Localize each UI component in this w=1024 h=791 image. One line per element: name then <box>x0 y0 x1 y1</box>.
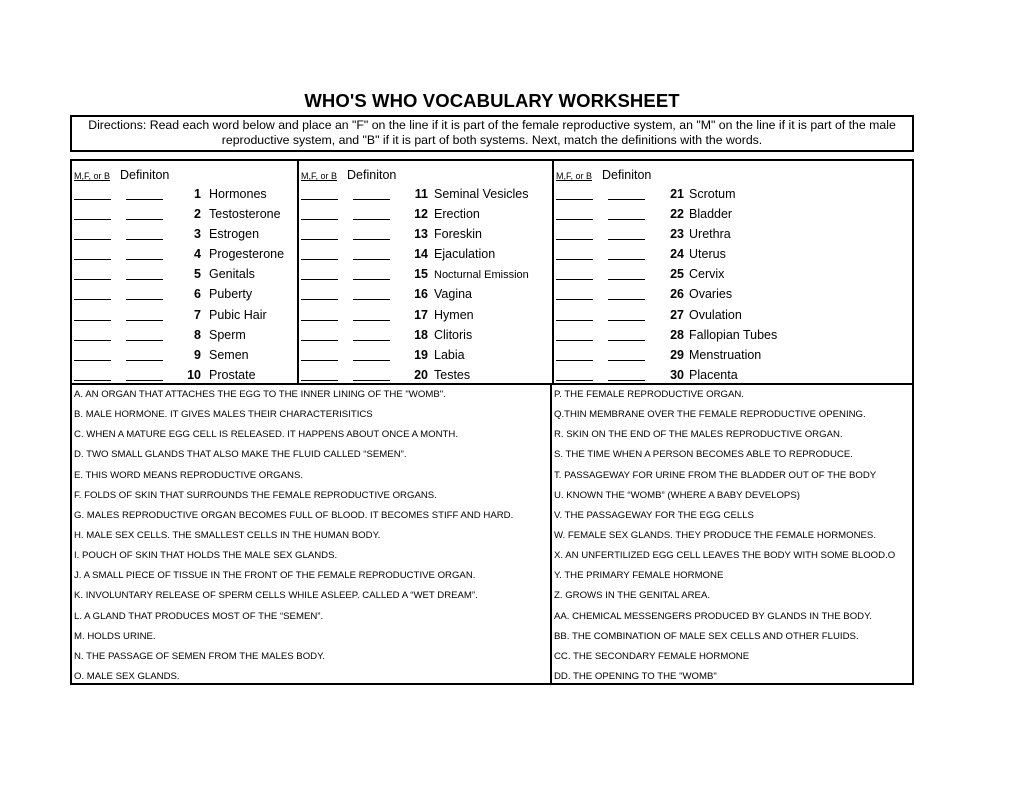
term-number: 1 <box>194 187 201 201</box>
mfb-blank[interactable] <box>74 380 111 381</box>
term-word: Ovulation <box>689 307 742 322</box>
term-number: 10 <box>187 367 201 382</box>
term-word: Scrotum <box>689 187 736 201</box>
term-word: Menstruation <box>689 347 762 362</box>
term-row <box>554 224 914 244</box>
mfb-blank[interactable] <box>74 299 111 300</box>
definitions-table <box>70 383 914 685</box>
mfb-blank[interactable] <box>556 340 593 341</box>
term-number: 11 <box>414 187 428 201</box>
term-row <box>72 365 297 385</box>
mfb-blank[interactable] <box>74 259 111 260</box>
terms-column-1 <box>72 161 297 383</box>
term-word: Testes <box>434 367 471 382</box>
term-number: 6 <box>194 287 201 302</box>
term-number: 30 <box>670 367 684 382</box>
mfb-header: M,F, or B <box>301 171 338 181</box>
definition-header: Definiton <box>120 168 170 182</box>
definition-blank[interactable] <box>353 279 390 280</box>
mfb-blank[interactable] <box>301 239 338 240</box>
term-number: 16 <box>414 287 428 302</box>
definition-item: E. THIS WORD MEANS REPRODUCTIVE ORGANS. <box>74 469 304 481</box>
mfb-blank[interactable] <box>556 360 593 361</box>
term-row <box>554 325 914 345</box>
term-number: 27 <box>670 307 684 322</box>
term-number: 8 <box>194 327 201 342</box>
definition-item: T. PASSAGEWAY FOR URINE FROM THE BLADDER OUT OF THE BODY <box>554 469 877 481</box>
term-row <box>554 244 914 264</box>
definition-item: H. MALE SEX CELLS. THE SMALLEST CELLS IN THE HUMAN BODY. <box>74 529 381 541</box>
mfb-blank[interactable] <box>556 279 593 280</box>
term-word: Placenta <box>689 367 738 382</box>
term-number: 7 <box>194 307 201 322</box>
term-number: 19 <box>414 347 428 362</box>
mfb-blank[interactable] <box>74 279 111 280</box>
term-row <box>72 184 297 204</box>
definition-blank[interactable] <box>353 219 390 220</box>
definitions-right-column <box>550 383 914 683</box>
definition-blank[interactable] <box>353 299 390 300</box>
mfb-blank[interactable] <box>74 199 111 200</box>
definition-item: D. TWO SMALL GLANDS THAT ALSO MAKE THE FLUID CALLED “SEMEN”. <box>74 449 407 461</box>
definition-blank[interactable] <box>353 239 390 240</box>
terms-column-3 <box>552 161 914 383</box>
term-row <box>72 204 297 224</box>
definition-item: P. THE FEMALE REPRODUCTIVE ORGAN. <box>554 389 744 400</box>
term-row <box>299 284 554 304</box>
term-row <box>72 224 297 244</box>
term-word: Semen <box>209 347 249 362</box>
term-row <box>72 305 297 325</box>
definition-item: C. WHEN A MATURE EGG CELL IS RELEASED. IT HAPPENS ABOUT ONCE A MONTH. <box>74 429 459 441</box>
definition-item: O. MALE SEX GLANDS. <box>74 670 180 682</box>
definition-blank[interactable] <box>353 199 390 200</box>
term-number: 15 <box>414 267 428 282</box>
definition-blank[interactable] <box>126 199 163 200</box>
term-word: Ejaculation <box>434 247 496 262</box>
mfb-header: M,F, or B <box>556 171 593 181</box>
definition-blank[interactable] <box>353 360 390 361</box>
mfb-blank[interactable] <box>556 259 593 260</box>
term-word: Foreskin <box>434 227 482 242</box>
definition-blank[interactable] <box>353 320 390 321</box>
definition-item: CC. THE SECONDARY FEMALE HORMONE <box>554 650 750 662</box>
definition-blank[interactable] <box>608 219 645 220</box>
mfb-blank[interactable] <box>74 360 111 361</box>
term-word: Hormones <box>209 187 267 201</box>
term-word: Fallopian Tubes <box>689 327 778 342</box>
term-number: 25 <box>670 267 684 282</box>
definition-blank[interactable] <box>126 239 163 240</box>
term-row <box>299 345 554 365</box>
term-row <box>72 264 297 284</box>
term-number: 24 <box>670 247 684 262</box>
definition-blank[interactable] <box>608 320 645 321</box>
term-row <box>72 325 297 345</box>
mfb-blank[interactable] <box>74 340 111 341</box>
definition-blank[interactable] <box>126 320 163 321</box>
definition-blank[interactable] <box>608 380 645 381</box>
definition-item: A. AN ORGAN THAT ATTACHES THE EGG TO THE INNER LINING OF THE "WOMB". <box>74 389 446 400</box>
term-word: Sperm <box>209 327 246 342</box>
definition-blank[interactable] <box>126 299 163 300</box>
term-word: Labia <box>434 347 465 362</box>
mfb-blank[interactable] <box>301 199 338 200</box>
definition-blank[interactable] <box>126 219 163 220</box>
definition-item: M. HOLDS URINE. <box>74 630 156 642</box>
mfb-blank[interactable] <box>301 360 338 361</box>
term-word: Bladder <box>689 207 733 222</box>
definition-blank[interactable] <box>126 360 163 361</box>
definition-item: Y. THE PRIMARY FEMALE HORMONE <box>554 570 724 582</box>
definition-blank[interactable] <box>353 259 390 260</box>
definition-item: Z. GROWS IN THE GENITAL AREA. <box>554 590 711 602</box>
term-word: Vagina <box>434 287 472 302</box>
mfb-blank[interactable] <box>74 239 111 240</box>
term-word: Seminal Vesicles <box>434 187 529 201</box>
term-word: Clitoris <box>434 327 473 342</box>
definition-item: AA. CHEMICAL MESSENGERS PRODUCED BY GLANDS IN THE BODY. <box>554 610 872 622</box>
definition-blank[interactable] <box>608 279 645 280</box>
mfb-blank[interactable] <box>74 219 111 220</box>
term-row <box>299 305 554 325</box>
term-row <box>299 325 554 345</box>
term-number: 3 <box>194 227 201 242</box>
definition-blank[interactable] <box>353 380 390 381</box>
terms-column-2 <box>297 161 554 383</box>
term-word: Genitals <box>209 267 255 282</box>
mfb-blank[interactable] <box>301 219 338 220</box>
term-row <box>72 284 297 304</box>
term-row <box>554 264 914 284</box>
term-number: 5 <box>194 267 201 282</box>
definition-item: I. POUCH OF SKIN THAT HOLDS THE MALE SEX GLANDS. <box>74 550 338 562</box>
definition-item: DD. THE OPENING TO THE "WOMB" <box>554 670 717 682</box>
term-number: 12 <box>414 207 428 222</box>
term-row <box>299 184 554 204</box>
term-word: Progesterone <box>209 247 285 262</box>
term-word: Hymen <box>434 307 474 322</box>
term-row <box>554 184 914 204</box>
term-number: 17 <box>414 307 428 322</box>
term-number: 26 <box>670 287 684 302</box>
definition-blank[interactable] <box>608 340 645 341</box>
term-row <box>554 284 914 304</box>
directions-box <box>70 115 914 152</box>
term-word: Testosterone <box>209 207 281 222</box>
column-header <box>74 166 169 184</box>
term-number: 28 <box>670 327 684 342</box>
term-word: Ovaries <box>689 287 733 302</box>
definition-item: F. FOLDS OF SKIN THAT SURROUNDS THE FEMALE REPRODUCTIVE ORGANS. <box>74 489 437 501</box>
term-word: Prostate <box>209 367 256 382</box>
definition-blank[interactable] <box>126 340 163 341</box>
term-word: Uterus <box>689 247 726 262</box>
term-row <box>299 365 554 385</box>
term-word: Pubic Hair <box>209 307 267 322</box>
term-row <box>554 345 914 365</box>
definition-item: U. KNOWN THE “WOMB” (WHERE A BABY DEVELOPS) <box>554 489 800 501</box>
term-row <box>299 224 554 244</box>
term-number: 14 <box>414 247 428 262</box>
term-word: Estrogen <box>209 227 260 242</box>
term-number: 22 <box>670 207 684 222</box>
term-number: 21 <box>670 187 684 201</box>
definition-item: W. FEMALE SEX GLANDS. THEY PRODUCE THE FEMALE HORMONES. <box>554 529 876 541</box>
mfb-blank[interactable] <box>301 320 338 321</box>
mfb-blank[interactable] <box>301 279 338 280</box>
definition-blank[interactable] <box>608 259 645 260</box>
definition-header: Definiton <box>602 168 652 182</box>
definition-item: S. THE TIME WHEN A PERSON BECOMES ABLE TO REPRODUCE. <box>554 449 853 461</box>
definition-item: L. A GLAND THAT PRODUCES MOST OF THE “SEMEN”. <box>74 610 324 622</box>
term-number: 2 <box>194 207 201 222</box>
definition-blank[interactable] <box>608 199 645 200</box>
definition-item: N. THE PASSAGE OF SEMEN FROM THE MALES BODY. <box>74 650 325 662</box>
mfb-blank[interactable] <box>301 299 338 300</box>
term-row <box>554 365 914 385</box>
term-number: 4 <box>194 247 201 262</box>
mfb-blank[interactable] <box>556 219 593 220</box>
mfb-blank[interactable] <box>556 380 593 381</box>
term-row <box>72 244 297 264</box>
term-word: Nocturnal Emission <box>434 269 529 282</box>
term-number: 9 <box>194 347 201 362</box>
mfb-blank[interactable] <box>74 320 111 321</box>
column-header <box>301 166 396 184</box>
definition-blank[interactable] <box>608 360 645 361</box>
term-row <box>299 244 554 264</box>
definition-blank[interactable] <box>126 279 163 280</box>
definition-blank[interactable] <box>126 380 163 381</box>
term-number: 20 <box>414 367 428 382</box>
term-row <box>554 305 914 325</box>
term-row <box>554 204 914 224</box>
definition-blank[interactable] <box>608 299 645 300</box>
worksheet-title: WHO'S WHO VOCABULARY WORKSHEET <box>304 90 680 111</box>
mfb-blank[interactable] <box>556 299 593 300</box>
term-number: 23 <box>670 227 684 242</box>
term-number: 18 <box>414 327 428 342</box>
definitions-left-column <box>72 383 550 683</box>
definition-item: BB. THE COMBINATION OF MALE SEX CELLS AND OTHER FLUIDS. <box>554 630 859 642</box>
definition-item: J. A SMALL PIECE OF TISSUE IN THE FRONT OF THE FEMALE REPRODUCTIVE ORGAN. <box>74 570 476 582</box>
definition-item: V. THE PASSAGEWAY FOR THE EGG CELLS <box>554 509 754 521</box>
term-number: 29 <box>670 347 684 362</box>
term-word: Puberty <box>209 287 253 302</box>
mfb-blank[interactable] <box>556 320 593 321</box>
mfb-blank[interactable] <box>301 259 338 260</box>
mfb-header: M,F, or B <box>74 171 111 181</box>
term-row <box>299 264 554 284</box>
column-header <box>556 166 651 184</box>
definition-item: B. MALE HORMONE. IT GIVES MALES THEIR CHARACTERISITICS <box>74 409 373 421</box>
mfb-blank[interactable] <box>301 340 338 341</box>
mfb-blank[interactable] <box>556 199 593 200</box>
directions-text: Directions: Read each word below and place an "F" on the line if it is part of the female reproductive system, an "M" on the line if it is part of the male reproductive system, and "B" if it is part of both systems. Next, match the definitions with the words. <box>88 118 896 147</box>
definition-blank[interactable] <box>608 239 645 240</box>
term-word: Urethra <box>689 227 731 242</box>
definition-item: G. MALES REPRODUCTIVE ORGAN BECOMES FULL OF BLOOD. IT BECOMES STIFF AND HARD. <box>74 509 514 521</box>
definition-blank[interactable] <box>126 259 163 260</box>
term-word: Erection <box>434 207 480 222</box>
mfb-blank[interactable] <box>556 239 593 240</box>
definition-item: X. AN UNFERTILIZED EGG CELL LEAVES THE BODY WITH SOME BLOOD.O <box>554 550 896 562</box>
definition-item: K. INVOLUNTARY RELEASE OF SPERM CELLS WHILE ASLEEP. CALLED A “WET DREAM”. <box>74 590 478 602</box>
definition-item: R. SKIN ON THE END OF THE MALES REPRODUCTIVE ORGAN. <box>554 429 843 441</box>
term-row <box>72 345 297 365</box>
term-number: 13 <box>414 227 428 242</box>
definition-item: Q.THIN MEMBRANE OVER THE FEMALE REPRODUCTIVE OPENING. <box>554 409 866 421</box>
mfb-blank[interactable] <box>301 380 338 381</box>
definition-blank[interactable] <box>353 340 390 341</box>
definition-header: Definiton <box>347 168 397 182</box>
term-word: Cervix <box>689 267 725 282</box>
terms-table <box>70 159 914 385</box>
term-row <box>299 204 554 224</box>
